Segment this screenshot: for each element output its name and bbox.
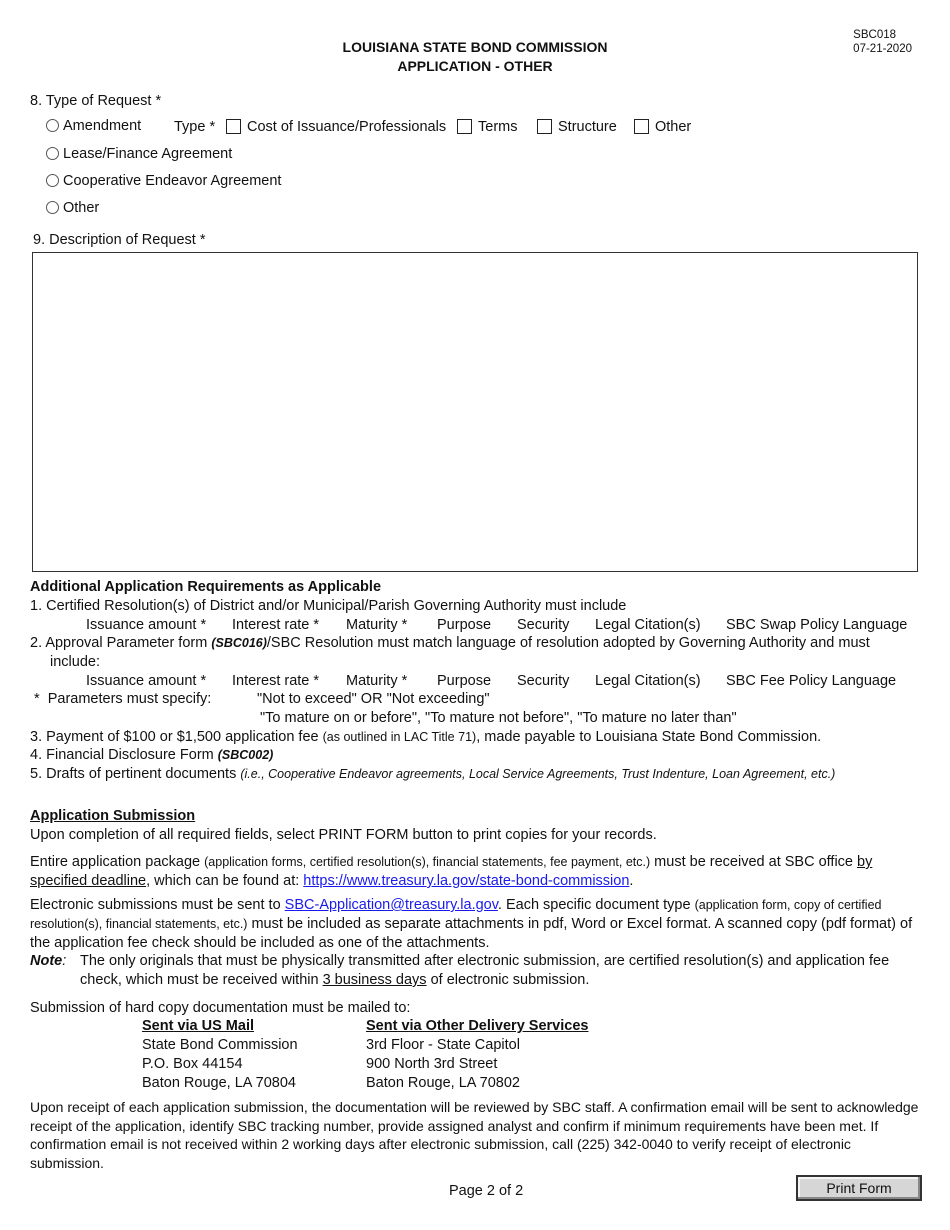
form-code: [853, 28, 912, 56]
param-legal: Legal Citation(s): [595, 673, 701, 689]
submission-p3: [30, 896, 920, 953]
note-line2-b: of electronic submission.: [426, 972, 590, 988]
other-delivery-address: [366, 1017, 588, 1093]
requirement-3-text-b: , made payable to Louisiana State Bond Commission.: [476, 729, 822, 745]
p2-text-d: .: [629, 873, 634, 889]
radio-circle[interactable]: [46, 201, 59, 214]
requirements-heading: Additional Application Requirements as Applicable: [30, 579, 382, 595]
us-mail-line: State Bond Commission: [142, 1037, 298, 1053]
radio-amendment[interactable]: [46, 117, 141, 136]
requirement-2-cont: include:: [50, 654, 100, 670]
radio-label: Lease/Finance Agreement: [63, 146, 233, 162]
radio-label: Other: [63, 200, 100, 216]
radio-circle[interactable]: [46, 119, 59, 132]
p2-text-a: Entire application package: [30, 854, 205, 870]
parameters-note-line2: "To mature on or before", "To mature not before", "To mature no later than": [260, 710, 737, 726]
submission-p1: Upon completion of all required fields, select PRINT FORM button to print copies for your records.: [30, 827, 657, 843]
description-label: 9. Description of Request *: [33, 232, 206, 248]
radio-lease-finance[interactable]: [46, 145, 232, 164]
checkbox-structure[interactable]: [537, 118, 617, 137]
treasury-link[interactable]: https://www.treasury.la.gov/state-bond-commission: [303, 873, 630, 889]
checkbox-cost-of-issuance[interactable]: [226, 118, 446, 137]
checkbox-box[interactable]: [634, 119, 649, 134]
checkbox-other[interactable]: [634, 118, 691, 137]
submission-p2: [30, 853, 920, 891]
requirement-2-code: (SBC016): [211, 636, 267, 650]
other-delivery-line: Baton Rouge, LA 70802: [366, 1075, 520, 1091]
requirement-5-text: 5. Drafts of pertinent documents: [30, 766, 241, 782]
us-mail-line: P.O. Box 44154: [142, 1056, 243, 1072]
param-issuance: Issuance amount *: [86, 617, 207, 633]
p3-text-a: Electronic submissions must be sent to: [30, 897, 285, 913]
requirement-2-text-a: 2. Approval Parameter form: [30, 635, 212, 651]
param-security: Security: [517, 673, 570, 689]
note-line2-a: check, which must be received within: [80, 972, 323, 988]
radio-circle[interactable]: [46, 147, 59, 160]
description-textarea[interactable]: [32, 252, 918, 572]
p3-text-c: must be included as separate attachments in pdf, Word or Excel format. A scanned copy (pdf format) of the application fee check should be included as one of the attachments.: [30, 916, 913, 951]
checkbox-label: Cost of Issuance/Professionals: [247, 119, 447, 135]
requirement-4-text: 4. Financial Disclosure Form: [30, 747, 218, 763]
requirement-5-italic: (i.e., Cooperative Endeavor agreements, Local Service Agreements, Trust Indenture, Loan Agreement, etc.): [240, 767, 836, 781]
p3-text-b: . Each specific document type: [497, 897, 695, 913]
radio-label: Amendment: [63, 118, 142, 134]
param-purpose: Purpose: [437, 673, 492, 689]
checkbox-label: Structure: [558, 119, 617, 135]
email-link[interactable]: SBC-Application@treasury.la.gov: [284, 897, 498, 913]
p3-small: (application form, copy of certified resolution(s), financial statements, etc.): [30, 898, 882, 931]
p2-text-c: , which can be found at:: [146, 873, 304, 889]
other-delivery-heading: Sent via Other Delivery Services: [366, 1018, 589, 1034]
requirement-4-code: (SBC002): [217, 748, 274, 762]
form-title: LOUISIANA STATE BOND COMMISSION: [342, 39, 608, 55]
form-code-date: 07-21-2020: [853, 43, 912, 55]
mail-intro: Submission of hard copy documentation must be mailed to:: [30, 1000, 411, 1016]
checkbox-box[interactable]: [537, 119, 552, 134]
param-issuance: Issuance amount *: [86, 673, 207, 689]
param-interest: Interest rate *: [232, 673, 320, 689]
page-number: Page 2 of 2: [449, 1183, 524, 1199]
radio-cooperative-endeavor[interactable]: [46, 172, 281, 191]
note-label: [30, 952, 66, 971]
p2-text-b: must be received at SBC office: [650, 854, 858, 870]
param-interest: Interest rate *: [232, 617, 320, 633]
radio-other[interactable]: [46, 199, 99, 218]
type-label: Type *: [174, 119, 216, 135]
requirement-4: [30, 746, 273, 765]
param-security: Security: [517, 617, 570, 633]
form-code-number: SBC018: [853, 29, 897, 41]
parameters-note-line1: "Not to exceed" OR "Not exceeding": [257, 691, 490, 707]
form-subtitle: APPLICATION - OTHER: [397, 58, 553, 74]
parameters-note-label: * Parameters must specify:: [30, 691, 212, 707]
checkbox-label: Other: [655, 119, 692, 135]
requirement-3-small: (as outlined in LAC Title 71): [322, 730, 477, 744]
p2-deadline: by specified deadline: [30, 854, 873, 889]
radio-label: Cooperative Endeavor Agreement: [63, 173, 282, 189]
checkbox-box[interactable]: [226, 119, 241, 134]
us-mail-heading: Sent via US Mail: [142, 1018, 255, 1034]
requirement-3-text-a: 3. Payment of $100 or $1,500 application fee: [30, 729, 323, 745]
param-purpose: Purpose: [437, 617, 492, 633]
requirement-5: [30, 765, 835, 784]
requirement-2-text-b: /SBC Resolution must match language of resolution adopted by Governing Authority and must: [266, 635, 870, 651]
note-business-days: 3 business days: [322, 972, 427, 988]
us-mail-address: [142, 1017, 298, 1093]
submission-heading: Application Submission: [30, 808, 196, 824]
us-mail-line: Baton Rouge, LA 70804: [142, 1075, 296, 1091]
note-label-colon: :: [62, 953, 67, 969]
param-legal: Legal Citation(s): [595, 617, 701, 633]
note-line1: The only originals that must be physically transmitted after electronic submission, are certified resolution(s) and application fee: [80, 953, 890, 969]
submission-final: Upon receipt of each application submission, the documentation will be reviewed by SBC staff. A confirmation email will be sent to acknowledge receipt of the application, identify SBC tracking number, provide assigned analyst and confirm if minimum requirements have been met. If confirmation email is not received within 2 working days after electronic submission, call (225) 342-0040 to verify receipt of electronic submission.: [30, 1099, 919, 1171]
note-label-text: Note: [30, 953, 63, 969]
param-swap-policy: SBC Swap Policy Language: [726, 617, 908, 633]
print-form-button[interactable]: Print Form: [796, 1175, 922, 1201]
checkbox-label: Terms: [478, 119, 518, 135]
other-delivery-line: 3rd Floor - State Capitol: [366, 1037, 520, 1053]
other-delivery-line: 900 North 3rd Street: [366, 1056, 498, 1072]
param-maturity: Maturity *: [346, 617, 408, 633]
p2-small: (application forms, certified resolution(s), financial statements, fee payment, etc.): [204, 855, 651, 869]
type-of-request-label: 8. Type of Request *: [30, 93, 162, 109]
requirement-1: 1. Certified Resolution(s) of District and/or Municipal/Parish Governing Authority must include: [30, 598, 627, 614]
note-line2: [80, 971, 589, 990]
radio-circle[interactable]: [46, 174, 59, 187]
requirement-3: [30, 728, 821, 747]
checkbox-terms[interactable]: [457, 118, 517, 137]
param-maturity: Maturity *: [346, 673, 408, 689]
requirement-2: [30, 634, 870, 653]
checkbox-box[interactable]: [457, 119, 472, 134]
param-fee-policy: SBC Fee Policy Language: [726, 673, 897, 689]
